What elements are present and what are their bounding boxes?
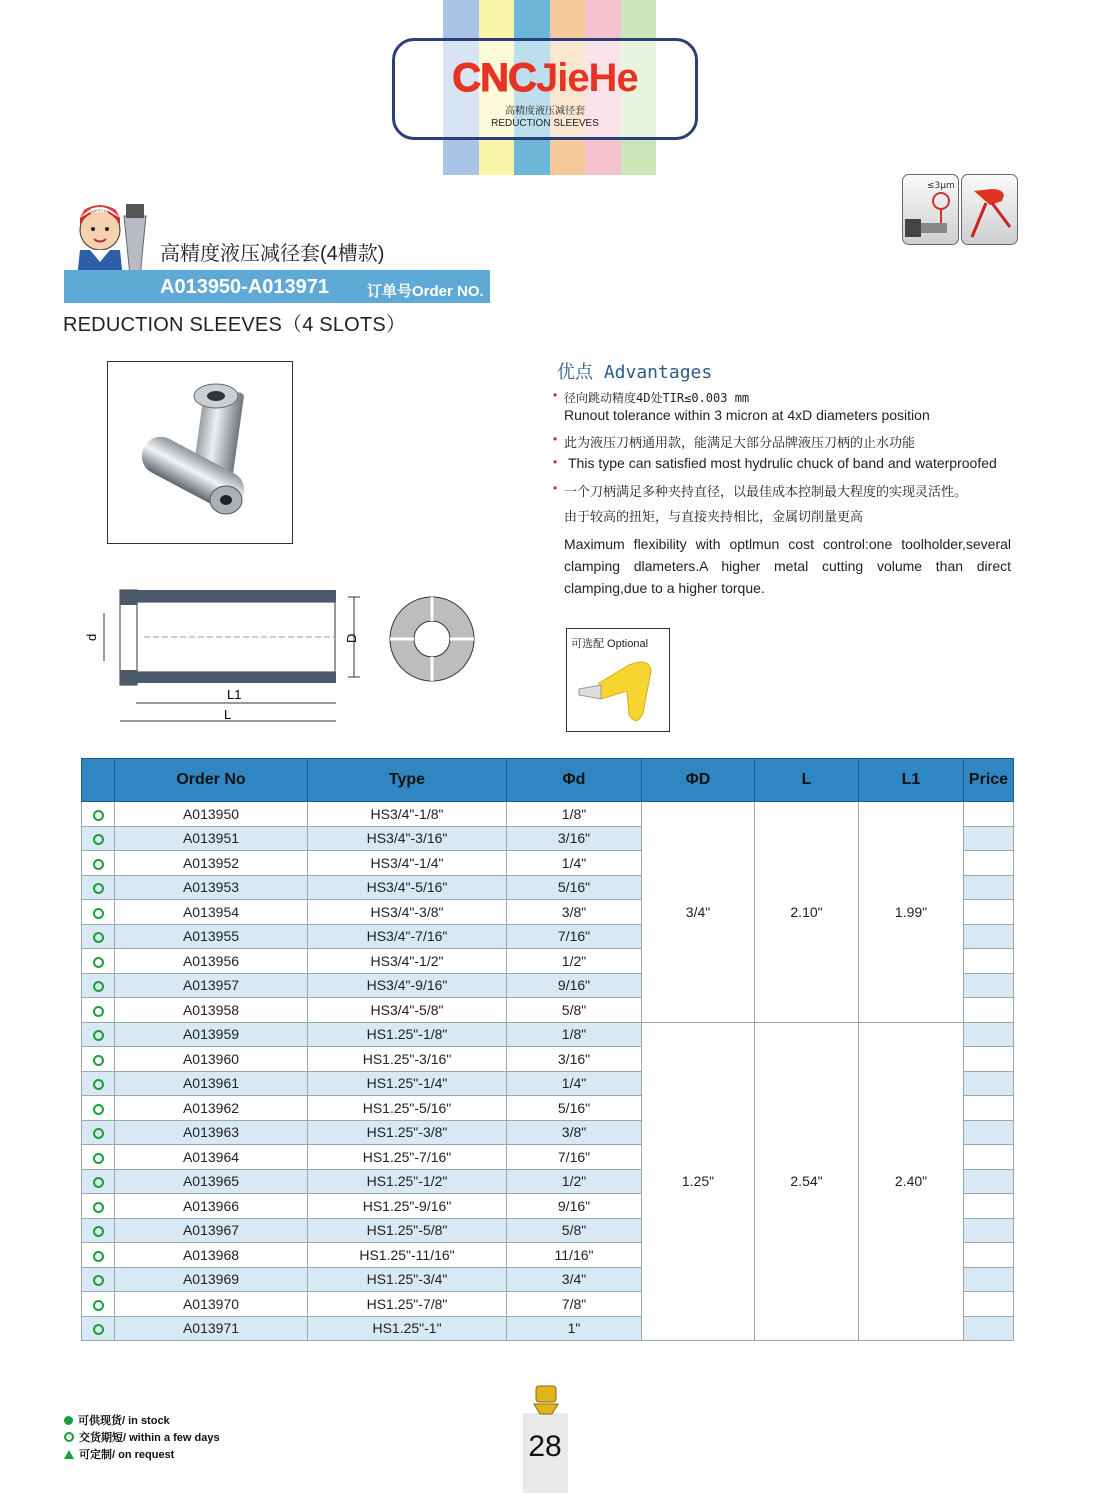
cell-order-no: A013968 (115, 1243, 308, 1268)
technical-drawing (84, 585, 484, 730)
open-green-circle-icon (82, 973, 115, 998)
cell-small-d: 5/16" (507, 875, 642, 900)
advantage-3-en: Maximum flexibility with optlmun cost control:one toolholder,several clamping dlameters.A higher metal cutting volume than direct clamping,due to a higher torque. (564, 536, 1011, 596)
open-green-circle-icon (82, 1267, 115, 1292)
open-green-circle-icon (82, 998, 115, 1023)
open-green-circle-icon (82, 1169, 115, 1194)
cell-order-no: A013962 (115, 1096, 308, 1121)
advantages-title: 优点 Advantages (557, 362, 713, 383)
optional-label: 可选配 Optional (571, 638, 649, 650)
cell-type: HS3/4"-1/4" (308, 851, 507, 876)
logo-subtitle-en: REDUCTION SLEEVES (491, 118, 599, 129)
open-green-circle-icon (82, 1047, 115, 1072)
cell-small-d: 1/2" (507, 1169, 642, 1194)
cell-small-d: 3/4" (507, 1267, 642, 1292)
logo-cnc-text: CNC (452, 56, 536, 100)
header-price: Price (964, 759, 1014, 802)
cell-price (964, 949, 1014, 974)
cell-big-d: 1.25" (642, 1022, 755, 1341)
open-green-circle-icon (82, 1218, 115, 1243)
cell-price (964, 875, 1014, 900)
cell-l1: 1.99" (859, 802, 964, 1023)
header-l: L (755, 759, 859, 802)
open-green-circle-icon (82, 875, 115, 900)
cell-price (964, 1316, 1014, 1341)
svg-text:L: L (224, 707, 232, 722)
cell-price (964, 1071, 1014, 1096)
logo-jiehe-text: JieHe (535, 56, 638, 100)
cell-type: HS1.25"-3/8" (308, 1120, 507, 1145)
table-row (82, 802, 1014, 827)
brand-logo (392, 56, 698, 101)
open-green-circle-icon (82, 949, 115, 974)
cell-order-no: A013950 (115, 802, 308, 827)
cell-type: HS1.25"-7/16" (308, 1145, 507, 1170)
advantage-3-cn2: 由于较高的扭矩，与直接夹持相比，金属切削量更高 (564, 509, 864, 524)
cell-order-no: A013958 (115, 998, 308, 1023)
cell-small-d: 3/16" (507, 1047, 642, 1072)
cell-small-d: 7/8" (507, 1292, 642, 1317)
svg-text:JieHe: JieHe (90, 208, 109, 215)
open-green-circle-icon (82, 1120, 115, 1145)
cell-order-no: A013959 (115, 1022, 308, 1047)
cell-price (964, 802, 1014, 827)
bullet-icon: • (553, 388, 558, 402)
cell-small-d: 7/16" (507, 924, 642, 949)
svg-text:D: D (344, 633, 359, 643)
cell-l1: 2.40" (859, 1022, 964, 1341)
svg-text:d: d (84, 633, 99, 641)
cell-price (964, 900, 1014, 925)
cell-order-no: A013963 (115, 1120, 308, 1145)
cell-price (964, 1120, 1014, 1145)
cell-small-d: 9/16" (507, 1194, 642, 1219)
open-green-circle-icon (82, 1316, 115, 1341)
open-green-circle-icon (82, 826, 115, 851)
gear-trophy-icon (530, 1384, 562, 1420)
filled-green-circle-icon (64, 1416, 73, 1425)
optional-accessory-box (566, 628, 670, 732)
cell-order-no: A013965 (115, 1169, 308, 1194)
cell-order-no: A013954 (115, 900, 308, 925)
header-order-no: Order No (115, 759, 308, 802)
cell-small-d: 1/8" (507, 802, 642, 827)
hex-key-icon (961, 174, 1018, 245)
cell-type: HS1.25"-1/2" (308, 1169, 507, 1194)
legend-few-days: 交货期短/ within a few days (64, 1429, 220, 1445)
cell-order-no: A013971 (115, 1316, 308, 1341)
cell-order-no: A013964 (115, 1145, 308, 1170)
product-title-cn: 高精度液压减径套(4槽款) (160, 243, 385, 265)
cell-price (964, 924, 1014, 949)
cell-l: 2.54" (755, 1022, 859, 1341)
product-title-en: REDUCTION SLEEVES（4 SLOTS） (63, 314, 407, 336)
cell-order-no: A013952 (115, 851, 308, 876)
cell-order-no: A013961 (115, 1071, 308, 1096)
cell-small-d: 1/8" (507, 1022, 642, 1047)
open-green-circle-icon (82, 851, 115, 876)
cell-small-d: 3/16" (507, 826, 642, 851)
torque-key-icon (571, 657, 665, 727)
cell-type: HS1.25"-5/8" (308, 1218, 507, 1243)
cell-type: HS1.25"-3/16" (308, 1047, 507, 1072)
open-green-circle-icon (64, 1432, 74, 1442)
cell-price (964, 1292, 1014, 1317)
table-row (82, 1022, 1014, 1047)
cell-small-d: 7/16" (507, 1145, 642, 1170)
cell-price (964, 826, 1014, 851)
open-green-circle-icon (82, 1145, 115, 1170)
open-green-circle-icon (82, 900, 115, 925)
svg-text:L1: L1 (227, 687, 242, 702)
cell-small-d: 9/16" (507, 973, 642, 998)
cell-price (964, 1169, 1014, 1194)
advantage-1-en: Runout tolerance within 3 micron at 4xD diameters position (564, 407, 930, 423)
order-range: A013950-A013971 (160, 276, 330, 298)
cell-small-d: 3/8" (507, 900, 642, 925)
open-green-circle-icon (82, 1071, 115, 1096)
cell-price (964, 1218, 1014, 1243)
cell-order-no: A013960 (115, 1047, 308, 1072)
runout-3um-icon (902, 174, 959, 245)
cell-type: HS1.25"-1/4" (308, 1071, 507, 1096)
product-photo (107, 361, 293, 544)
cell-type: HS3/4"-5/8" (308, 998, 507, 1023)
advantage-3-cn: 一个刀柄满足多种夹持直径，以最佳成本控制最大程度的实现灵活性。 (564, 484, 968, 499)
cell-order-no: A013956 (115, 949, 308, 974)
cell-order-no: A013957 (115, 973, 308, 998)
cell-order-no: A013951 (115, 826, 308, 851)
cell-small-d: 1" (507, 1316, 642, 1341)
cell-type: HS3/4"-7/16" (308, 924, 507, 949)
bullet-icon: • (553, 481, 558, 495)
logo-subtitle-cn: 高精度液压减径套 (505, 106, 585, 117)
cell-order-no: A013969 (115, 1267, 308, 1292)
cell-type: HS3/4"-3/16" (308, 826, 507, 851)
cell-price (964, 1096, 1014, 1121)
open-green-circle-icon (82, 1194, 115, 1219)
cell-price (964, 973, 1014, 998)
cell-price (964, 1243, 1014, 1268)
order-label: 订单号Order NO. (367, 283, 484, 300)
header-l1: L1 (859, 759, 964, 802)
table-header-row (82, 759, 1014, 802)
cell-small-d: 5/8" (507, 1218, 642, 1243)
cell-small-d: 5/8" (507, 998, 642, 1023)
cell-type: HS1.25"-9/16" (308, 1194, 507, 1219)
cell-order-no: A013967 (115, 1218, 308, 1243)
cell-type: HS1.25"-1/8" (308, 1022, 507, 1047)
open-green-circle-icon (82, 802, 115, 827)
open-green-circle-icon (82, 1022, 115, 1047)
legend-on-request: 可定制/ on request (64, 1446, 174, 1462)
advantage-1-cn: 径向跳动精度4D处TIR≤0.003 mm (564, 391, 750, 405)
cell-small-d: 3/8" (507, 1120, 642, 1145)
open-green-circle-icon (82, 1096, 115, 1121)
advantage-2-cn: 此为液压刀柄通用款，能满足大部分品牌液压刀柄的止水功能 (564, 435, 916, 450)
cell-type: HS3/4"-1/8" (308, 802, 507, 827)
cell-type: HS1.25"-7/8" (308, 1292, 507, 1317)
cell-price (964, 998, 1014, 1023)
green-triangle-icon (64, 1450, 74, 1459)
cell-big-d: 3/4" (642, 802, 755, 1023)
cell-price (964, 851, 1014, 876)
cell-type: HS1.25"-1" (308, 1316, 507, 1341)
cell-order-no: A013953 (115, 875, 308, 900)
product-table (81, 758, 1014, 1341)
header-blank (82, 759, 115, 802)
cell-price (964, 1267, 1014, 1292)
bullet-icon: • (553, 455, 558, 469)
bullet-icon: • (553, 432, 558, 446)
open-green-circle-icon (82, 1243, 115, 1268)
cell-small-d: 11/16" (507, 1243, 642, 1268)
cell-small-d: 5/16" (507, 1096, 642, 1121)
cell-order-no: A013966 (115, 1194, 308, 1219)
advantage-2-en: This type can satisfied most hydrulic chuck of band and waterproofed (568, 455, 997, 471)
cell-small-d: 1/2" (507, 949, 642, 974)
cell-type: HS3/4"-1/2" (308, 949, 507, 974)
cell-price (964, 1194, 1014, 1219)
svg-text:≤3μm: ≤3μm (927, 181, 955, 191)
cell-type: HS1.25"-5/16" (308, 1096, 507, 1121)
header-small-d: Φd (507, 759, 642, 802)
header-type: Type (308, 759, 507, 802)
open-green-circle-icon (82, 1292, 115, 1317)
cell-small-d: 1/4" (507, 1071, 642, 1096)
cell-type: HS1.25"-11/16" (308, 1243, 507, 1268)
cell-price (964, 1145, 1014, 1170)
legend-in-stock: 可供现货/ in stock (64, 1412, 170, 1428)
cell-price (964, 1047, 1014, 1072)
cell-type: HS1.25"-3/4" (308, 1267, 507, 1292)
cell-order-no: A013970 (115, 1292, 308, 1317)
open-green-circle-icon (82, 924, 115, 949)
cell-type: HS3/4"-3/8" (308, 900, 507, 925)
cell-l: 2.10" (755, 802, 859, 1023)
page-number: 28 (528, 1430, 562, 1463)
cell-price (964, 1022, 1014, 1047)
header-big-d: ΦD (642, 759, 755, 802)
cell-small-d: 1/4" (507, 851, 642, 876)
cell-order-no: A013955 (115, 924, 308, 949)
cell-type: HS3/4"-5/16" (308, 875, 507, 900)
cell-type: HS3/4"-9/16" (308, 973, 507, 998)
